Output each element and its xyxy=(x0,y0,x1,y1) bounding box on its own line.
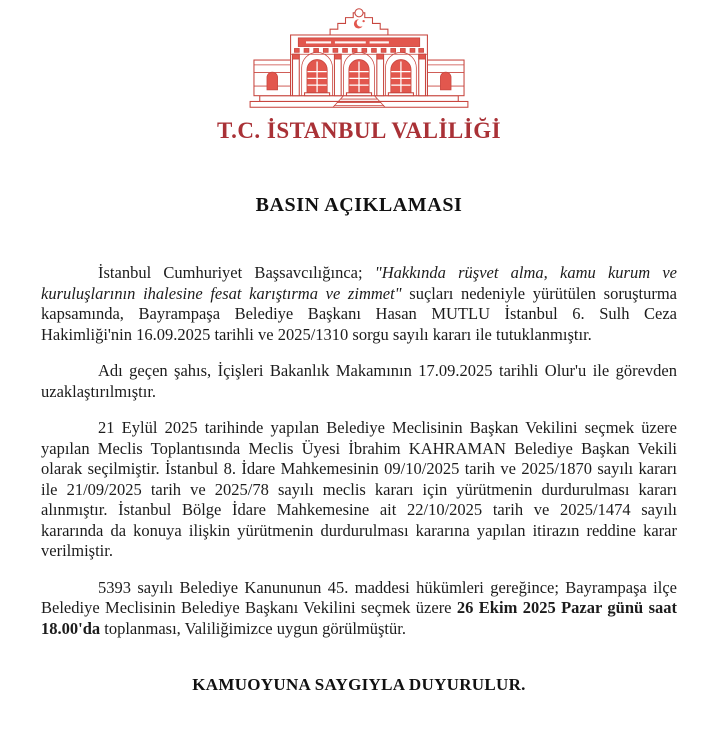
letterhead xyxy=(41,8,677,144)
paragraph-3: 21 Eylül 2025 tarihinde yapılan Belediye Meclisinin Başkan Vekilini seçmek üzere yapılan Meclis Toplantısında Meclis Üyesi İbrahim KAHRAMAN Belediye Başkan Vekili olarak seçilmiştir. İstanbul 8. İdare Mahkemesinin 09/10/2025 tarih ve 2025/1870 sayılı kararı ile 21/09/2025 tarih ve 2025/78 sayılı meclis kararı için yürütmenin durdurulması kararı alınmıştır. İstanbul Bölge İdare Mahkemesine ait 22/10/2025 tarih ve 2025/1474 sayılı kararında da konuya ilişkin yürütmenin durdurulması kararına yapılan itirazın reddine karar verilmiştir. xyxy=(41,418,677,560)
valilik-building-logo xyxy=(236,8,482,114)
document-body xyxy=(41,263,677,639)
paragraph-2: Adı geçen şahıs, İçişleri Bakanlık Makamının 17.09.2025 tarihli Olur'u ile görevden uzaklaştırılmıştır. xyxy=(41,361,677,401)
logo-title: T.C. İSTANBUL VALİLİĞİ xyxy=(216,118,502,143)
document-heading: BASIN AÇIKLAMASI xyxy=(255,194,463,216)
paragraph-1: İstanbul Cumhuriyet Başsavcılığınca; "Hakkında rüşvet alma, kamu kurum ve kuruluşlarının ihalesine fesat karıştırma ve zimmet" suçları nedeniyle yürütülen soruşturma kapsamında, Bayrampaşa Belediye Başkanı Hasan MUTLU İstanbul 6. Sulh Ceza Hakimliği'nin 16.09.2025 tarihli ve 2025/1310 sorgu sayılı kararı ile tutuklanmıştır. xyxy=(41,263,678,344)
closing-statement: KAMUOYUNA SAYGIYLA DUYURULUR. xyxy=(192,675,526,694)
paragraph-4: 5393 sayılı Belediye Kanununun 45. maddesi hükümleri gereğince; Bayrampaşa ilçe Belediye Meclisinin Belediye Başkanı Vekilini seçmek üzere 26 Ekim 2025 Pazar günü saat 18.00'da toplanması, Valiliğimizce uygun görülmüştür. xyxy=(41,577,677,638)
